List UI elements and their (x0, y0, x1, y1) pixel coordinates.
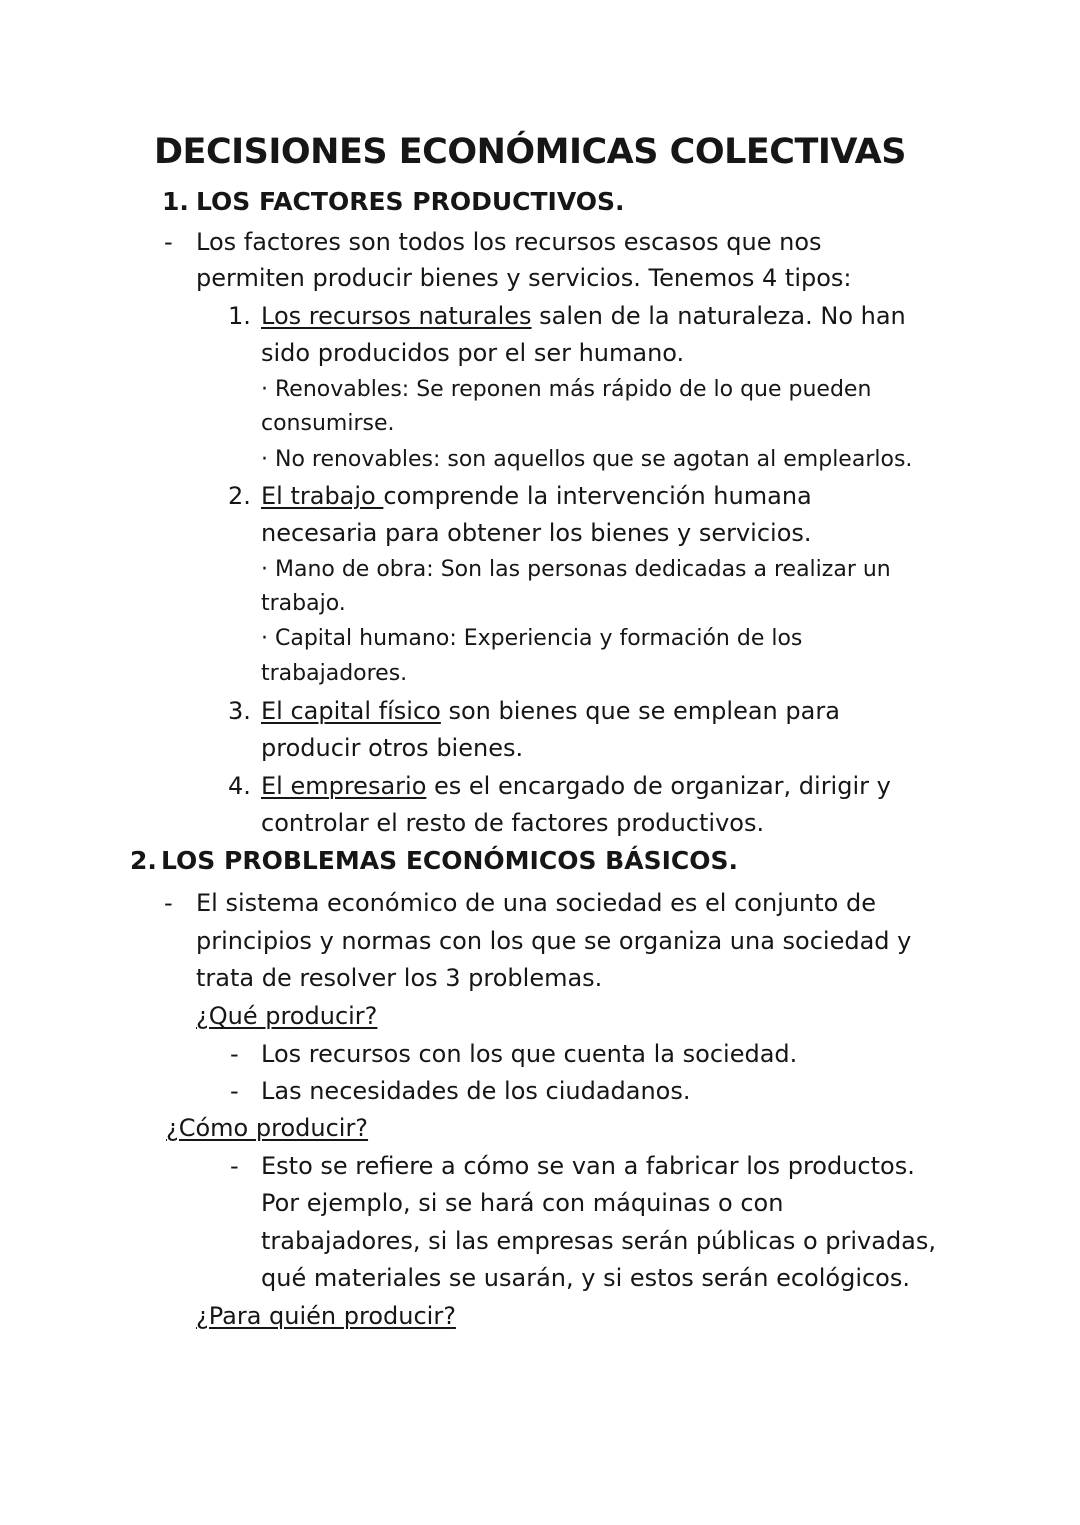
factor-4-line-1 (261, 770, 891, 802)
q1-dash-2: - (230, 1077, 239, 1105)
q2-line-1: Esto se refiere a cómo se van a fabricar los productos. (261, 1152, 915, 1180)
section-1-heading: LOS FACTORES PRODUCTIVOS. (196, 187, 625, 216)
section-1-intro-line-1: Los factores son todos los recursos escasos que nos (196, 228, 822, 256)
question-que-producir: ¿Qué producir? (196, 1002, 378, 1030)
factor-4-line-2: controlar el resto de factores productivos. (261, 809, 765, 837)
factor-2-desc: comprende la intervención humana (383, 482, 812, 510)
factor-1-bullet-1: · Renovables: Se reponen más rápido de lo que pueden (261, 377, 872, 402)
section-1-intro-line-2: permiten producir bienes y servicios. Tenemos 4 tipos: (196, 264, 852, 292)
factor-3-line-2: producir otros bienes. (261, 734, 524, 762)
factor-3-line-1 (261, 695, 840, 727)
section-2-heading: LOS PROBLEMAS ECONÓMICOS BÁSICOS. (161, 846, 738, 875)
section-2-intro-dash: - (164, 889, 173, 917)
factor-2-bullet-1-cont: trabajo. (261, 591, 346, 616)
factor-1-line-2: sido producidos por el ser humano. (261, 339, 685, 367)
question-como-producir: ¿Cómo producir? (166, 1114, 369, 1142)
factor-2-line-1 (261, 480, 812, 512)
q1-point-1: Los recursos con los que cuenta la sociedad. (261, 1040, 798, 1068)
factor-1-line-1 (261, 300, 906, 332)
factor-2-term: El trabajo (261, 482, 384, 510)
factor-1-bullet-1-cont: consumirse. (261, 411, 395, 436)
factor-2-bullet-2-cont: trabajadores. (261, 661, 408, 686)
q2-line-4: qué materiales se usarán, y si estos serán ecológicos. (261, 1264, 910, 1292)
section-2-number: 2. (130, 846, 157, 875)
q2-dash-1: - (230, 1152, 239, 1180)
factor-2-bullet-1: · Mano de obra: Son las personas dedicadas a realizar un (261, 557, 891, 582)
section-2-intro-line-1: El sistema económico de una sociedad es el conjunto de (196, 889, 876, 917)
factor-2-line-2: necesaria para obtener los bienes y servicios. (261, 519, 812, 547)
factor-3-desc: son bienes que se emplean para (440, 697, 840, 725)
page-title: DECISIONES ECONÓMICAS COLECTIVAS (154, 132, 906, 172)
question-para-quien-producir: ¿Para quién producir? (196, 1302, 456, 1330)
q2-line-3: trabajadores, si las empresas serán públicas o privadas, (261, 1227, 937, 1255)
section-1-number: 1. (162, 187, 189, 216)
factor-1-number: 1. (228, 302, 251, 330)
factor-1-term: Los recursos naturales (261, 302, 532, 330)
factor-4-term: El empresario (261, 772, 427, 800)
factor-1-desc: salen de la naturaleza. No han (531, 302, 906, 330)
factor-3-number: 3. (228, 697, 251, 725)
q2-line-2: Por ejemplo, si se hará con máquinas o con (261, 1189, 784, 1217)
factor-2-number: 2. (228, 482, 251, 510)
factor-4-number: 4. (228, 772, 251, 800)
section-2-intro-line-3: trata de resolver los 3 problemas. (196, 964, 603, 992)
q1-point-2: Las necesidades de los ciudadanos. (261, 1077, 691, 1105)
section-2-intro-line-2: principios y normas con los que se organiza una sociedad y (196, 927, 912, 955)
factor-3-term: El capital físico (261, 697, 441, 725)
q1-dash-1: - (230, 1040, 239, 1068)
section-1-intro-dash: - (164, 228, 173, 256)
factor-4-desc: es el encargado de organizar, dirigir y (426, 772, 891, 800)
factor-1-bullet-2: · No renovables: son aquellos que se agotan al emplearlos. (261, 447, 913, 472)
factor-2-bullet-2: · Capital humano: Experiencia y formación de los (261, 626, 803, 651)
